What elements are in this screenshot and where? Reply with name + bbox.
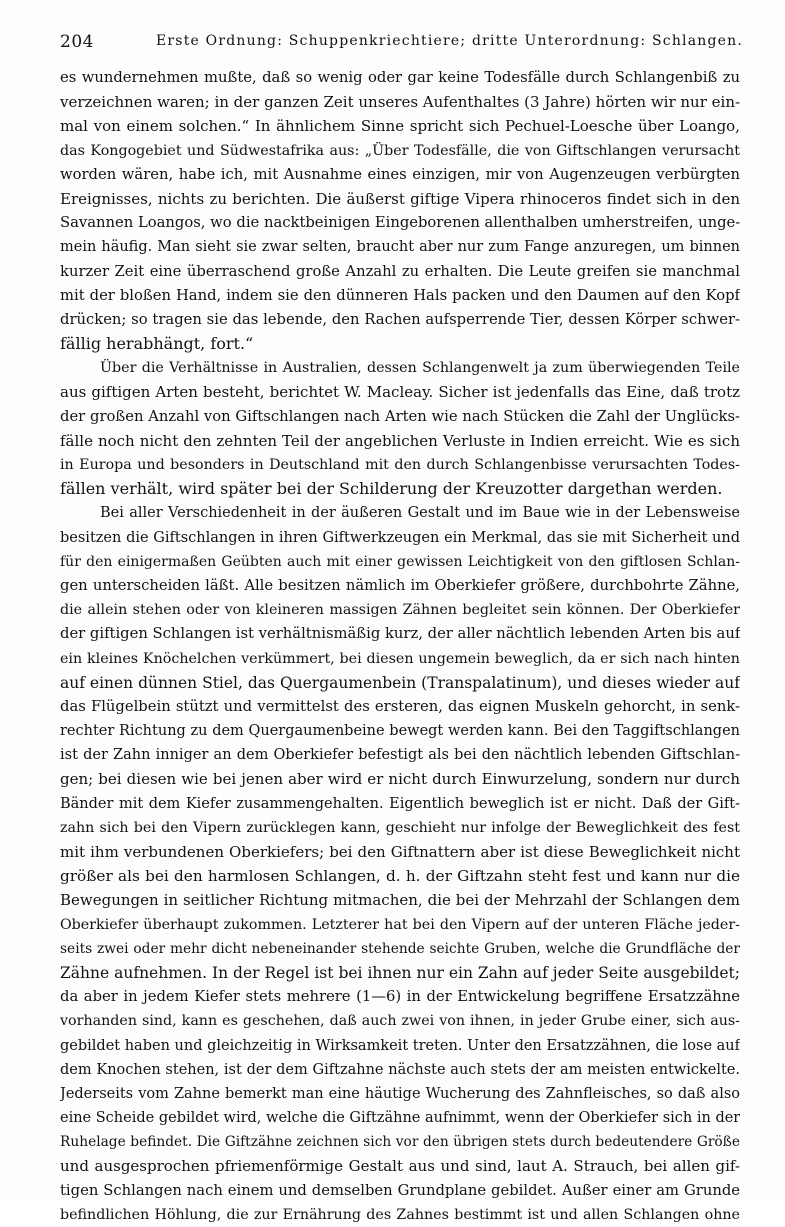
text-line: in Europa und besonders in Deutschland mit den durch Schlangenbisse verursachten Todes- bbox=[60, 457, 740, 473]
text-line: tigen Schlangen nach einem und demselben Grundplane gebildet. Außer einer am Grunde bbox=[60, 1181, 740, 1199]
text-line: der großen Anzahl von Giftschlangen nach Arten wie nach Stücken die Zahl der Unglücks- bbox=[60, 407, 740, 425]
text-line: Jederseits vom Zahne bemerkt man eine häutige Wucherung des Zahnfleisches, so daß also bbox=[60, 1085, 740, 1102]
text-line: gebildet haben und gleichzeitig in Wirksamkeit treten. Unter den Ersatzzähnen, die lose auf bbox=[60, 1037, 740, 1054]
text-line: Ereignisses, nichts zu berichten. Die äußerst giftige Vipera rhinoceros findet sich in den bbox=[60, 189, 740, 208]
text-line: auf einen dünnen Stiel, das Quergaumenbein (Transpalatinum), und dieses wieder auf bbox=[60, 673, 740, 692]
text-line: aus giftigen Arten besteht, berichtet W. Macleay. Sicher ist jedenfalls das Eine, daß trotz bbox=[60, 383, 740, 402]
page-header bbox=[60, 32, 743, 56]
text-line: eine Scheide gebildet wird, welche die Giftzähne aufnimmt, wenn der Oberkiefer sich in der bbox=[60, 1110, 740, 1127]
text-line: das Kongogebiet und Südwestafrika aus: „Über Todesfälle, die von Giftschlangen verursacht bbox=[60, 142, 740, 159]
text-line: besitzen die Giftschlangen in ihren Giftwerkzeugen ein Merkmal, das sie mit Sicherheit und bbox=[60, 529, 740, 546]
text-line: drücken; so tragen sie das lebende, den Rachen aufsperrende Tier, dessen Körper schwer- bbox=[60, 310, 740, 328]
text-line: zahn sich bei den Vipern zurücklegen kann, geschieht nur infolge der Beweglichkeit des fest bbox=[60, 819, 740, 836]
body-text bbox=[60, 66, 740, 1227]
text-line: kurzer Zeit eine überraschend große Anzahl zu erhalten. Die Leute greifen sie manchmal bbox=[60, 262, 740, 280]
text-line: der giftigen Schlangen ist verhältnismäßig kurz, der aller nächtlich lebenden Arten bis auf bbox=[60, 625, 740, 643]
text-line: vorhanden sind, kann es geschehen, daß auch zwei von ihnen, in jeder Grube einer, sich aus- bbox=[60, 1013, 740, 1030]
text-line: die allein stehen oder von kleineren massigen Zähnen begleitet sein können. Der Oberkiefer bbox=[60, 602, 740, 619]
text-line: worden wären, habe ich, mit Ausnahme eines einzigen, mir von Augenzeugen verbürgten bbox=[60, 165, 740, 183]
text-line: dem Knochen stehen, ist der dem Giftzahne nächste auch stets der am meisten entwickelte. bbox=[60, 1061, 740, 1078]
text-line: fälle noch nicht den zehnten Teil der angeblichen Verluste in Indien erreicht. Wie es sich bbox=[60, 431, 740, 450]
text-line: gen unterscheiden läßt. Alle besitzen nämlich im Oberkiefer größere, durchbohrte Zähne, bbox=[60, 576, 740, 594]
text-line: seits zwei oder mehr dicht nebeneinander stehende seichte Gruben, welche die Grundfläche der bbox=[60, 940, 740, 957]
text-line: Bewegungen in seitlicher Richtung mitmachen, die bei der Mehrzahl der Schlangen dem bbox=[60, 891, 740, 910]
text-line: es wundernehmen mußte, daß so wenig oder gar keine Todesfälle durch Schlangenbiß zu bbox=[60, 69, 740, 86]
text-line: Bänder mit dem Kiefer zusammengehalten. Eigentlich beweglich ist er nicht. Daß der Gift- bbox=[60, 795, 740, 812]
text-line: ein kleines Knöchelchen verkümmert, bei diesen ungemein beweglich, da er sich nach hinten bbox=[60, 650, 740, 667]
text-line: Zähne aufnehmen. In der Regel ist bei ihnen nur ein Zahn auf jeder Seite ausgebildet; bbox=[60, 963, 740, 982]
text-line: fällig herabhängt, fort.“ bbox=[60, 334, 254, 354]
text-line: Über die Verhältnisse in Australien, dessen Schlangenwelt ja zum überwiegenden Teile bbox=[100, 360, 740, 377]
text-line: verzeichnen waren; in der ganzen Zeit unseres Aufenthaltes (3 Jahre) hörten wir nur ein- bbox=[60, 93, 740, 112]
text-line: befindlichen Höhlung, die zur Ernährung des Zahnes bestimmt ist und allen Schlangen ohne bbox=[60, 1206, 740, 1223]
text-line: Savannen Loangos, wo die nacktbeinigen Eingeborenen allenthalben umherstreifen, unge- bbox=[60, 214, 740, 232]
text-line: für den einigermaßen Geübten auch mit einer gewissen Leichtigkeit von den giftlosen Schlan- bbox=[60, 553, 740, 570]
text-line: mit der bloßen Hand, indem sie den dünneren Hals packen und den Daumen auf den Kopf bbox=[60, 286, 740, 304]
text-line: und ausgesprochen pfriemenförmige Gestalt aus und sind, laut A. Strauch, bei allen gif- bbox=[60, 1157, 740, 1176]
text-line: das Flügelbein stützt und vermittelst des ersteren, das eignen Muskeln gehorcht, in senk- bbox=[60, 697, 740, 715]
text-line: fällen verhält, wird später bei der Schilderung der Kreuzotter dargethan werden. bbox=[60, 479, 723, 499]
text-line: mit ihm verbundenen Oberkiefers; bei den Giftnattern aber ist diese Beweglichkeit nicht bbox=[60, 843, 740, 861]
running-head: Erste Ordnung: Schuppenkriechtiere; dritte Unterordnung: Schlangen. bbox=[156, 33, 743, 49]
text-line: Bei aller Verschiedenheit in der äußeren Gestalt und im Baue wie in der Lebensweise bbox=[100, 505, 740, 522]
text-line: mal von einem solchen.“ In ähnlichem Sinne spricht sich Pechuel-Loesche über Loango, bbox=[60, 117, 740, 136]
text-line: rechter Richtung zu dem Quergaumenbeine bewegt werden kann. Bei den Taggiftschlangen bbox=[60, 723, 740, 740]
text-line: Ruhelage befindet. Die Giftzähne zeichnen sich vor den übrigen stets durch bedeutendere Größe bbox=[60, 1134, 740, 1151]
text-line: mein häufig. Man sieht sie zwar selten, braucht aber nur zum Fange anzuregen, um binnen bbox=[60, 239, 740, 256]
text-line: Oberkiefer überhaupt zukommen. Letzterer hat bei den Vipern auf der unteren Fläche jeder- bbox=[60, 916, 740, 933]
page-number: 204 bbox=[60, 32, 94, 52]
text-line: gen; bei diesen wie bei jenen aber wird er nicht durch Einwurzelung, sondern nur durch bbox=[60, 770, 740, 789]
text-line: ist der Zahn inniger an dem Oberkiefer befestigt als bei den nächtlich lebenden Giftschlan- bbox=[60, 747, 740, 764]
text-line: größer als bei den harmlosen Schlangen, d. h. der Giftzahn steht fest und kann nur die bbox=[60, 867, 740, 886]
text-line: da aber in jedem Kiefer stets mehrere (1—6) in der Entwickelung begriffene Ersatzzähne bbox=[60, 988, 740, 1006]
